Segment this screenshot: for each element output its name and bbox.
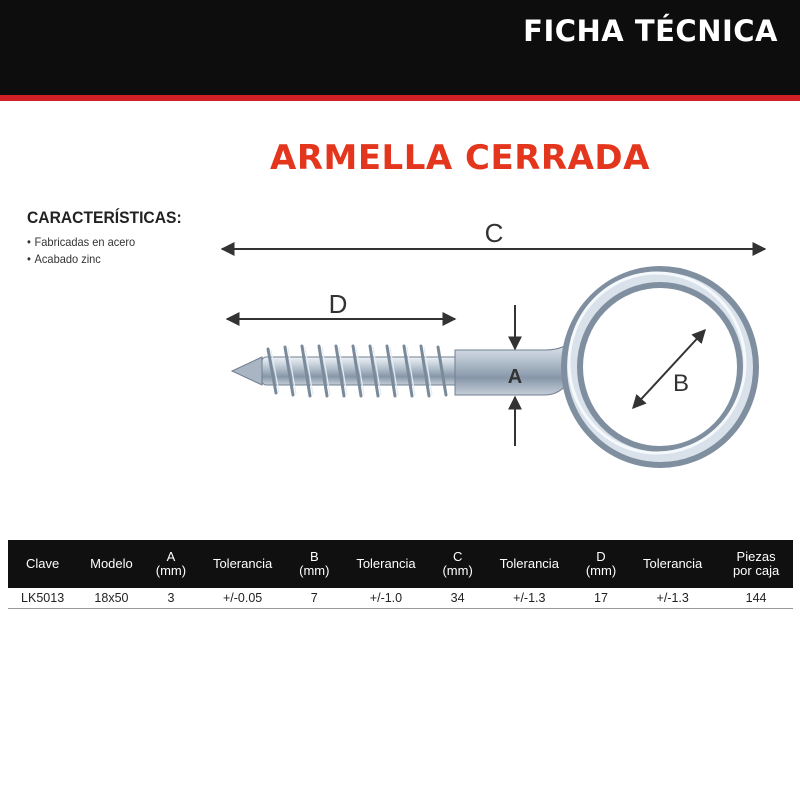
cell-tolerancia-b: +/-1.0 [339, 588, 432, 609]
column-header-d: D (mm) [576, 540, 626, 588]
feature-item-text: Fabricadas en acero [34, 235, 136, 249]
column-header-tolerancia-d: Tolerancia [626, 540, 719, 588]
feature-item: • Fabricadas en acero [27, 235, 136, 249]
cell-tolerancia-a: +/-0.05 [196, 588, 289, 609]
product-title: ARMELLA CERRADA [270, 138, 650, 178]
column-header-tolerancia-b: Tolerancia [339, 540, 432, 588]
column-header-tolerancia-c: Tolerancia [483, 540, 576, 588]
eye-bolt-image [232, 273, 748, 457]
dimension-b-label: B [672, 370, 690, 397]
dimension-c-label: C [484, 218, 504, 248]
dimension-a-label: A [507, 366, 523, 388]
cell-b: 7 [289, 588, 339, 609]
features-heading: CARACTERÍSTICAS: [27, 208, 182, 227]
cell-clave: LK5013 [8, 588, 77, 609]
sheet-title: FICHA TÉCNICA [523, 14, 778, 48]
cell-d: 17 [576, 588, 626, 609]
feature-item: • Acabado zinc [27, 252, 101, 266]
column-header-clave: Clave [8, 540, 77, 588]
spec-table [8, 540, 793, 609]
column-header-b: B (mm) [289, 540, 339, 588]
cell-a: 3 [146, 588, 196, 609]
cell-c: 34 [432, 588, 482, 609]
column-header-modelo: Modelo [77, 540, 146, 588]
table-row [8, 588, 793, 609]
cell-piezas-por-caja: 144 [719, 588, 793, 609]
cell-tolerancia-c: +/-1.3 [483, 588, 576, 609]
table-header-row [8, 540, 793, 588]
feature-item-text: Acabado zinc [34, 252, 101, 266]
column-header-c: C (mm) [432, 540, 482, 588]
dimension-d-label: D [328, 289, 348, 319]
column-header-a: A (mm) [146, 540, 196, 588]
cell-tolerancia-d: +/-1.3 [626, 588, 719, 609]
cell-modelo: 18x50 [77, 588, 146, 609]
column-header-piezas-por-caja: Piezas por caja [719, 540, 793, 588]
column-header-tolerancia-a: Tolerancia [196, 540, 289, 588]
